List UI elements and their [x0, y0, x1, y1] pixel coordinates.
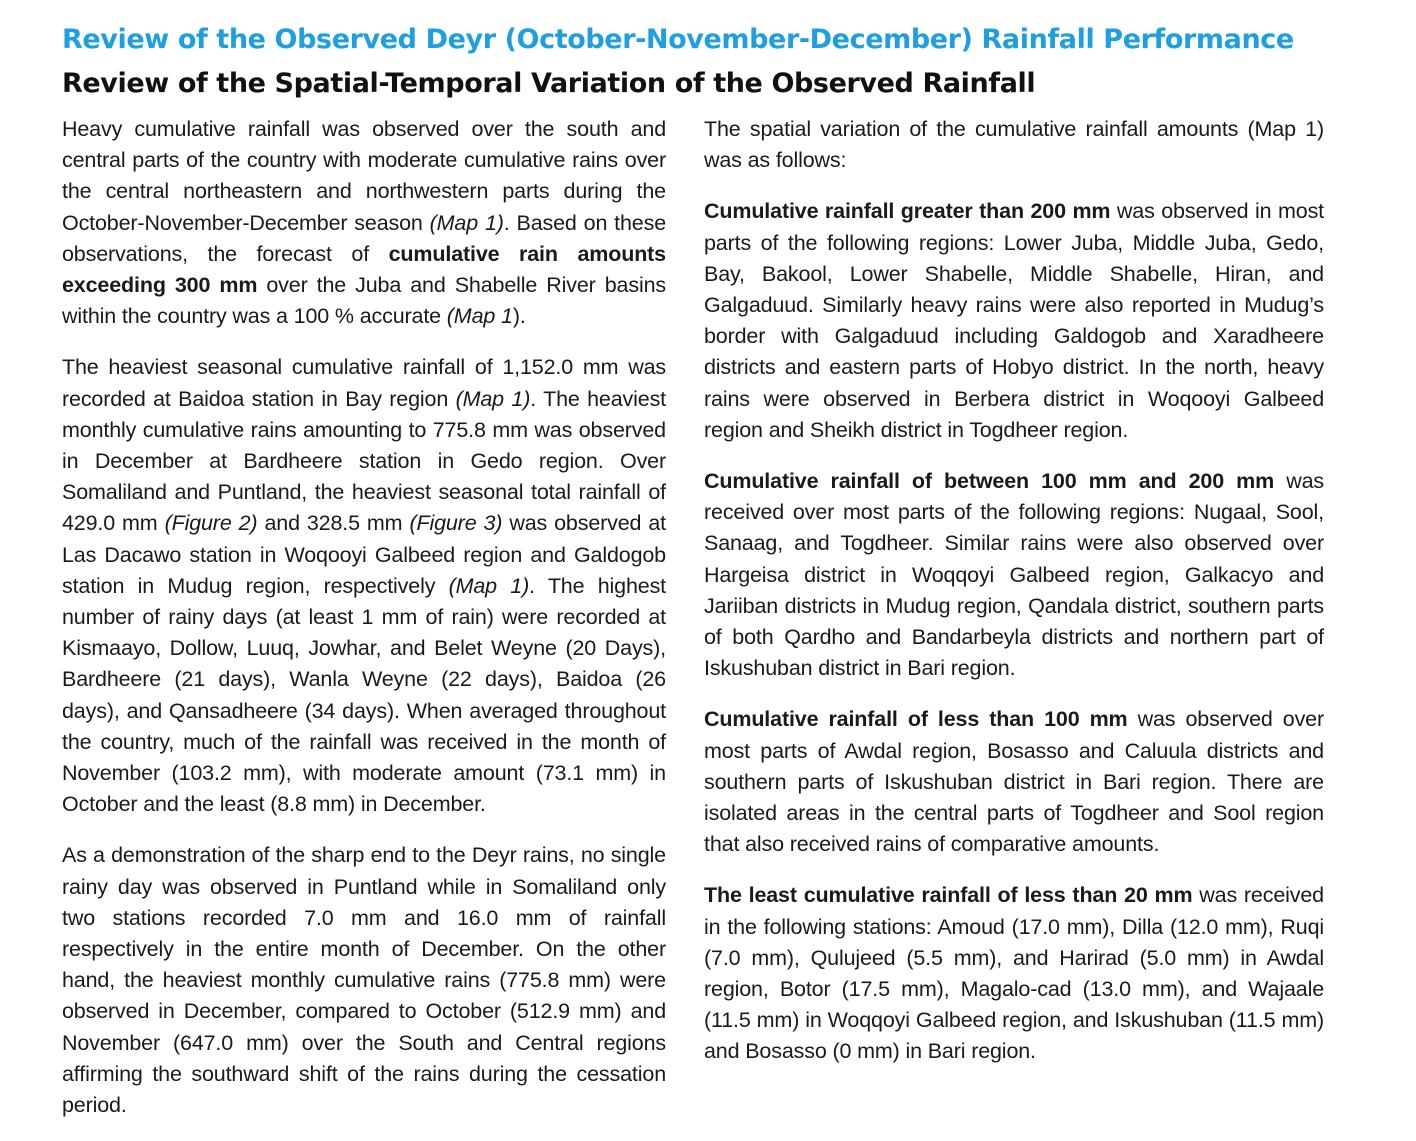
document-page — [62, 22, 1324, 1118]
text-span: . Based on these observations, the forecast of — [62, 210, 667, 266]
sub-title: Review of the Spatial-Temporal Variation of the Observed Rainfall — [62, 68, 1036, 99]
text-span: Heavy cumulative rainfall was observed over the south and central parts of the country with moderate cumulative rains over the central northeastern and northwestern parts during the October-November-December season — [62, 117, 666, 235]
category-heading: The least cumulative rainfall of less than 20 mm — [704, 883, 1193, 908]
right-column — [704, 114, 1324, 1141]
left-paragraph-3: As a demonstration of the sharp end to the Deyr rains, no single rainy day was observed in Puntland while in Somaliland only two stations recorded 7.0 mm and 16.0 mm of rainfall respectively in the entire month of December. On the other hand, the heaviest monthly cumulative rains (775.8 mm) were observed in December, compared to October (512.9 mm) and November (647.0 mm) over the South and Central regions affirming the southward shift of the rains during the cessation period. — [62, 843, 666, 1118]
text-span: . The highest number of rainy days (at least 1 mm of rain) were recorded at Kismaayo, Dollow, Luuq, Jowhar, and Belet Weyne (20 Days), Bardheere (21 days), Wanla Weyne (22 days), Baidoa (26 days), and Qansadheere (34 days). When averaged throughout the country, much of the rainfall was received in the month of November (103.2 mm), with moderate amount (73.1 mm) in October and the least (8.8 mm) in December. — [62, 573, 666, 817]
text-span: over the Juba and Shabelle River basins within the country was a 100 % accurate — [62, 273, 666, 329]
category-heading: Cumulative rainfall of less than 100 mm — [704, 707, 1128, 732]
right-paragraph-2 — [704, 196, 1324, 446]
left-paragraph-2 — [62, 352, 666, 820]
map-reference: (Map 1) — [455, 386, 531, 411]
text-span: was observed over most parts of Awdal region, Bosasso and Caluula districts and southern parts of Iskushuban district in Bari region. There are isolated areas in the central parts of Togdheer and Sool region that also received rains of comparative amounts. — [704, 707, 1324, 857]
figure-reference: (Figure 2) — [164, 511, 258, 536]
text-span: The heaviest seasonal cumulative rainfall of 1,152.0 mm was recorded at Baidoa station in Bay region — [62, 355, 666, 411]
bold-forecast-phrase: cumulative rain amounts exceeding 300 mm — [62, 241, 666, 298]
text-span: . The heaviest monthly cumulative rains amounting to 775.8 mm was observed in December at Bardheere station in Gedo region. Over Somaliland and Puntland, the heaviest seasonal total rainfall of 429.0 mm — [62, 386, 666, 536]
text-span: ). — [512, 304, 526, 329]
left-column — [62, 114, 666, 1141]
text-span: was observed at Las Dacawo station in Woqooyi Galbeed region and Galdogob station in Mudug region, respectively — [62, 511, 666, 598]
text-span: and 328.5 mm — [257, 511, 410, 536]
text-span: was received in the following stations: Amoud (17.0 mm), Dilla (12.0 mm), Ruqi (7.0 mm), Qulujeed (5.5 mm), and Harirad (5.0 mm) in Awdal region, Botor (17.5 mm), Magalo-cad (13.0 mm), and Wajaale (11.5 mm) in Woqqoyi Galbeed region, and Iskushuban (11.5 mm) and Bosasso (0 mm) in Bari region. — [704, 883, 1324, 1064]
map-reference: (Map 1) — [429, 210, 504, 235]
main-title: Review of the Observed Deyr (October-November-December) Rainfall Performance — [62, 24, 1294, 55]
right-paragraph-5 — [704, 880, 1324, 1067]
category-heading: Cumulative rainfall of between 100 mm and 200 mm — [704, 469, 1275, 494]
text-span: was received over most parts of the following regions: Nugaal, Sool, Sanaag, and Togdheer. Similar rains were also observed over Hargeisa district in Woqqoyi Galbeed region, Galkacyo and Jariiban districts in Mudug region, Qandala district, southern parts of both Qardho and Bandarbeyla districts and northern part of Iskushuban district in Bari region. — [704, 469, 1324, 681]
map-reference: (Map 1 — [446, 304, 513, 329]
text-columns — [62, 114, 1324, 1141]
left-paragraph-1 — [62, 114, 666, 332]
text-span: was observed in most parts of the following regions: Lower Juba, Middle Juba, Gedo, Bay, Bakool, Lower Shabelle, Middle Shabelle, Hiran, and Galgaduud. Similarly heavy rains were also reported in Mudug’s border with Galgaduud including Galdogob and Xaradheere districts and eastern parts of Hobyo district. In the north, heavy rains were observed in Berbera district in Woqooyi Galbeed region and Sheikh district in Togdheer region. — [704, 199, 1324, 442]
category-heading: Cumulative rainfall greater than 200 mm — [704, 199, 1111, 224]
map-reference: (Map 1) — [448, 573, 530, 598]
right-paragraph-1: The spatial variation of the cumulative rainfall amounts (Map 1) was as follows: — [704, 117, 1324, 173]
right-paragraph-3 — [704, 466, 1324, 684]
right-paragraph-4 — [704, 704, 1324, 860]
figure-reference: (Figure 3) — [409, 511, 503, 536]
